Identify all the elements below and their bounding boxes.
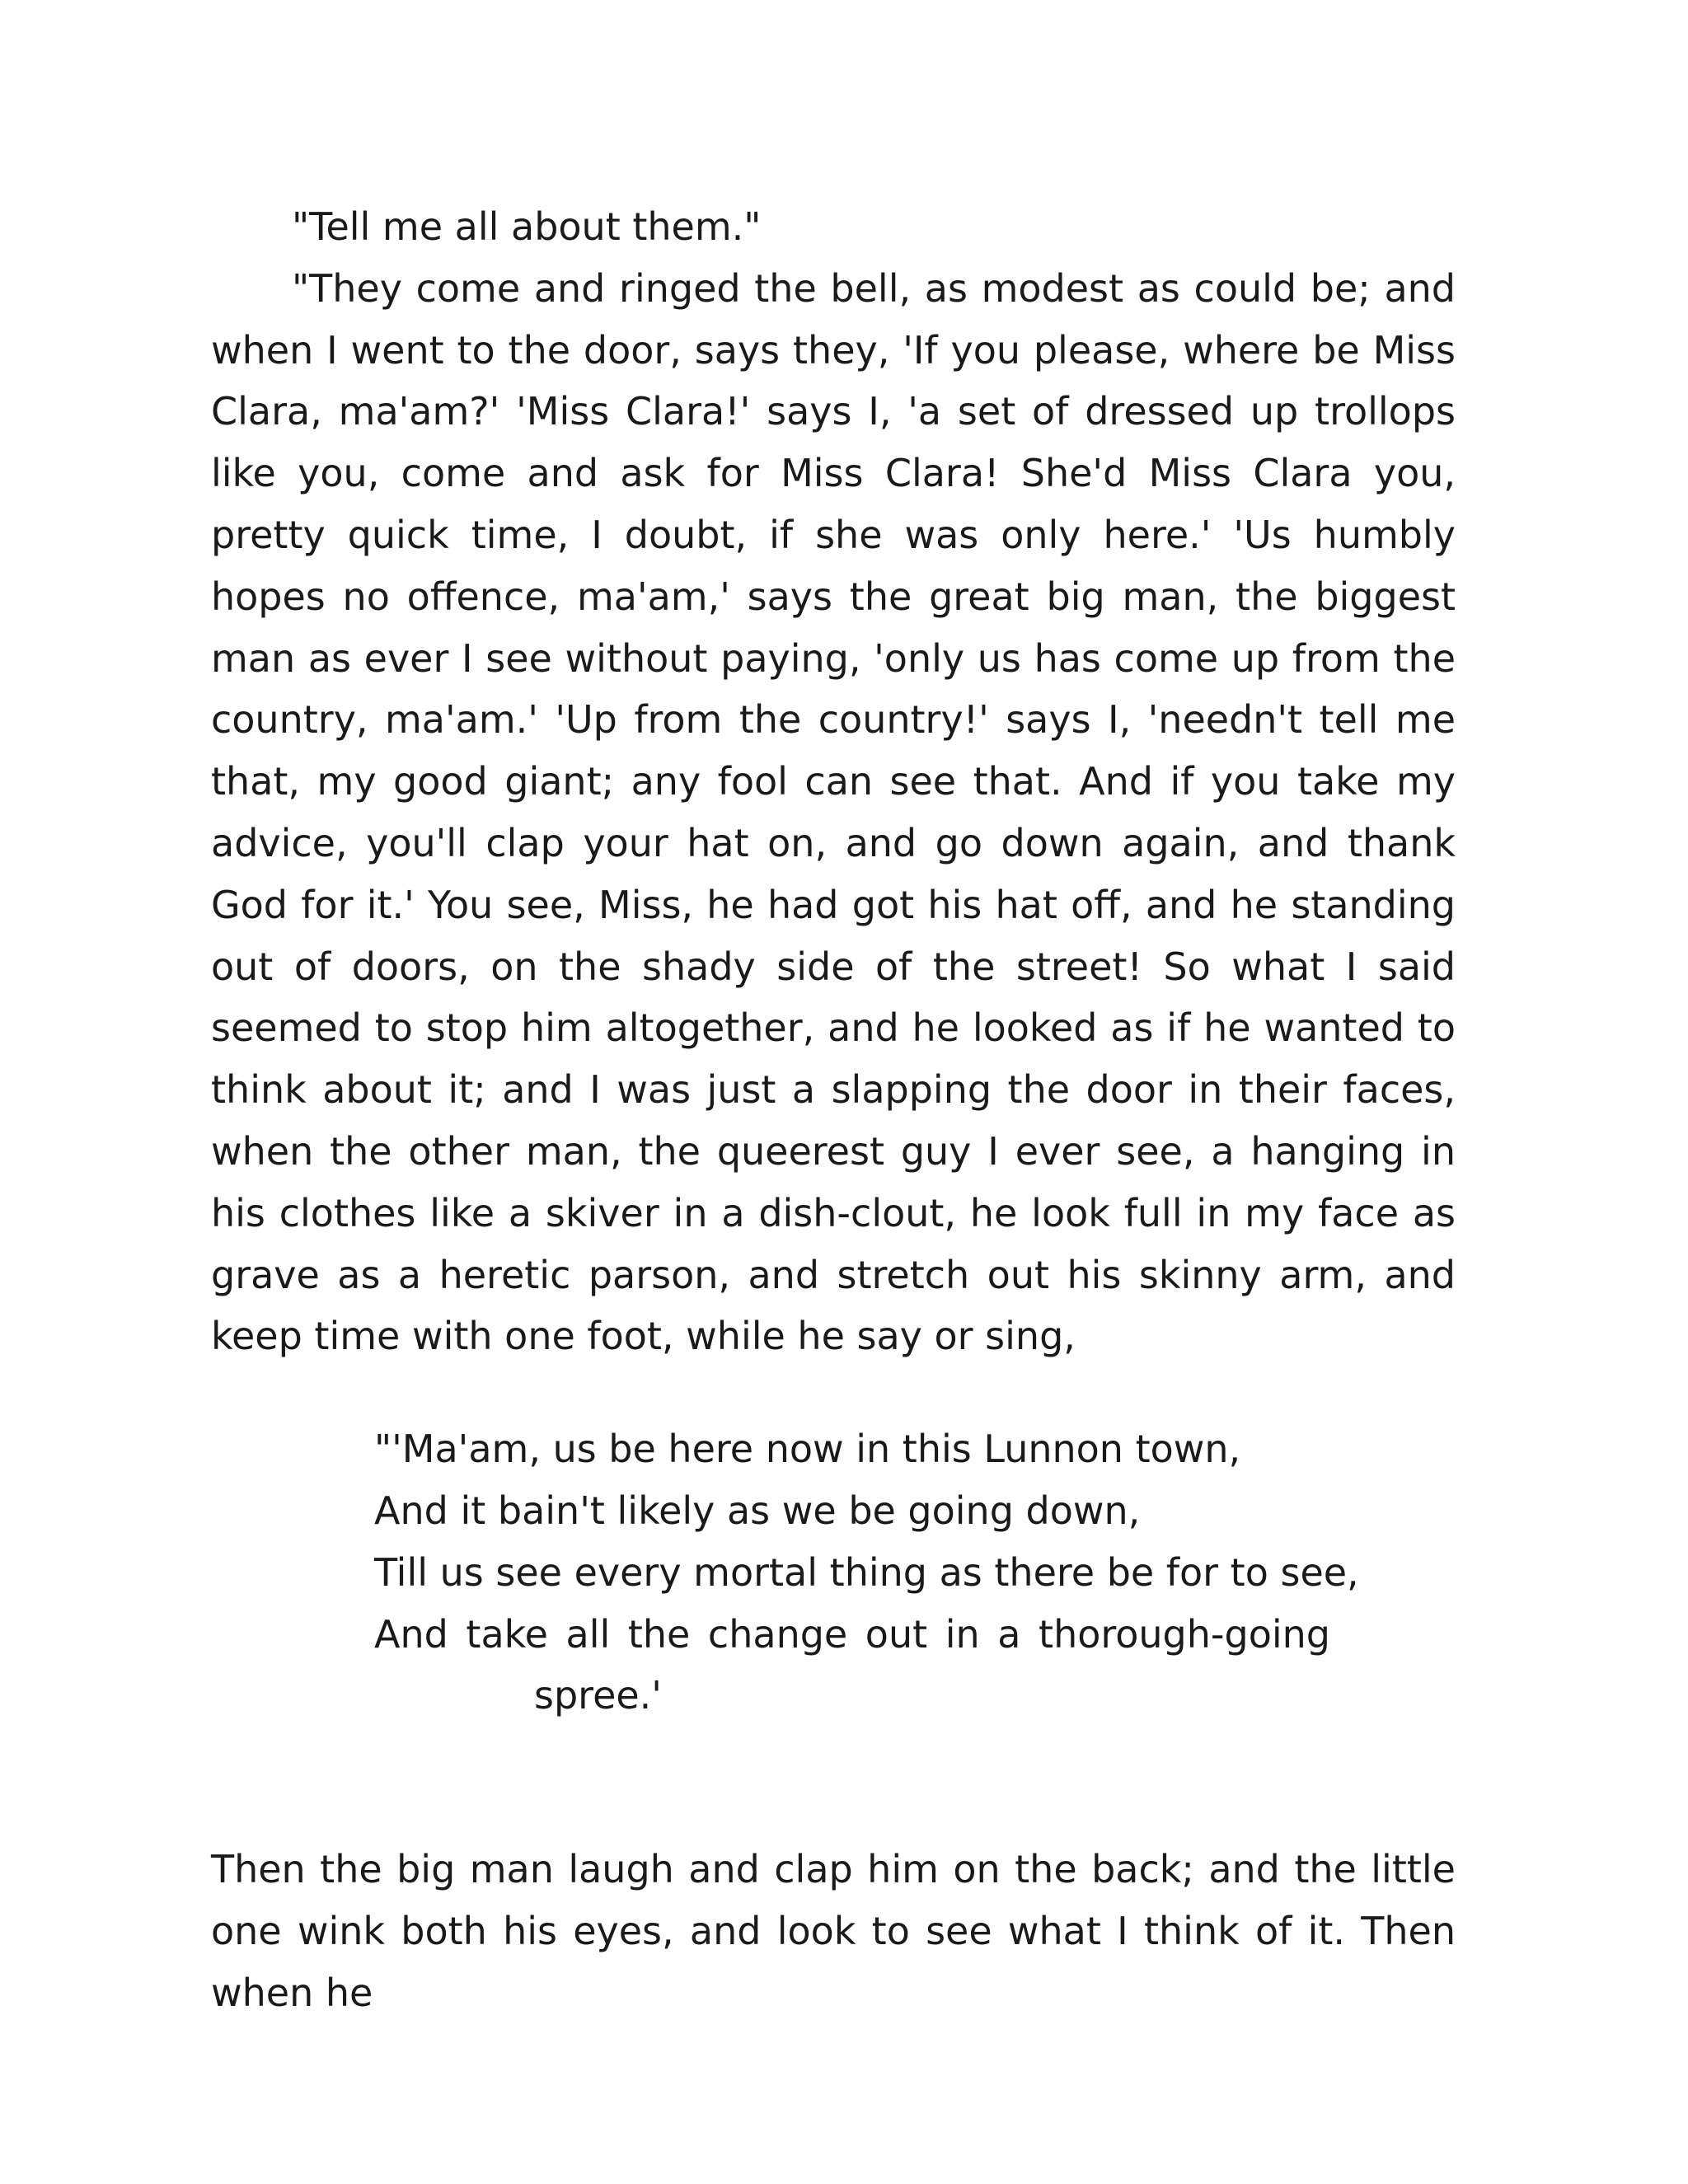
dialogue-paragraph-1: "Tell me all about them." [292, 204, 762, 249]
song-verse [211, 1418, 1456, 1727]
dialogue-paragraph-2: "They come and ringed the bell, as modest as could be; and when I went to the door, says they, 'If you please, where be Miss Clara, ma'am?' 'Miss Clara!' says I, 'a set of dressed up trollops like you, come and ask for Miss Clara! She'd Miss Clara you, pretty quick time, I doubt, if she was only here.' 'Us humbly hopes no offence, ma'am,' says the great big man, the biggest man as ever I see without paying, 'only us has come up from the country, ma'am.' 'Up from the country!' says I, 'needn't tell me that, my good giant; any fool can see that. And if you take my advice, you'll clap your hat on, and go down again, and thank God for it.' You see, Miss, he had got his hat off, and he standing out of doors, on the shady side of the street! So what I said seemed to stop him altogether, and he looked as if he wanted to think about it; and I was just a slapping the door in their faces, when the other man, the queerest guy I ever see, a hanging in his clothes like a skiver in a dish-clout, he look full in my face as grave as a heretic parson, and stretch out his skinny arm, and keep time with one foot, while he say or sing, [211, 265, 1456, 1359]
verse-line-2: And it bain't likely as we be going down, [374, 1488, 1141, 1533]
section-gap [211, 1727, 1456, 1839]
verse-line-4: And take all the change out in a thorough-going [374, 1611, 1330, 1657]
closing-paragraph: Then the big man laugh and clap him on the back; and the little one wink both his eyes, and look to see what I think of it. Then when he [211, 1847, 1456, 2015]
book-page [211, 196, 1456, 2024]
verse-line-1: "'Ma'am, us be here now in this Lunnon town, [374, 1427, 1241, 1472]
verse-line-3: Till us see every mortal thing as there be for to see, [374, 1549, 1359, 1595]
verse-line-4-continuation: spree.' [534, 1673, 662, 1718]
